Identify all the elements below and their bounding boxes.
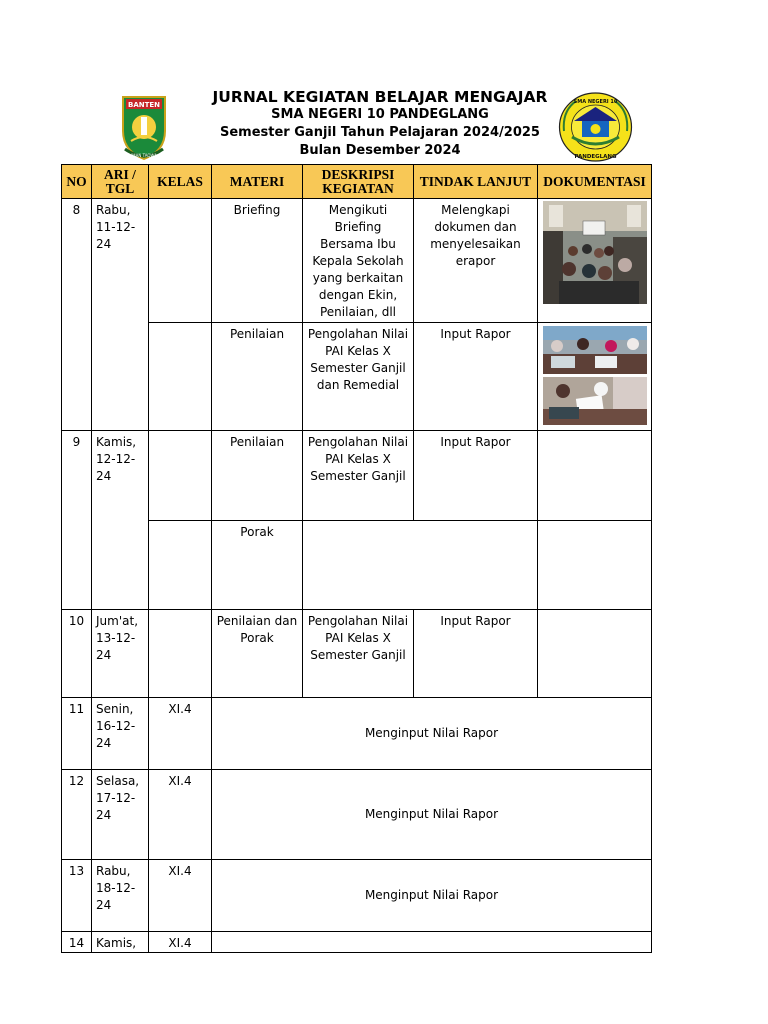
- row-kelas-cell: [149, 610, 212, 698]
- row-kelas-cell: [149, 521, 212, 610]
- row-dokumentasi-cell: [538, 521, 652, 610]
- briefing-photo: [543, 201, 647, 304]
- row-deskripsi-cell: Pengolahan Nilai PAI Kelas X Semester Ganjil dan Remedial: [303, 323, 414, 431]
- col-kelas-header: KELAS: [149, 165, 212, 199]
- col-hari-tgl-header: [92, 165, 149, 199]
- table-row: [62, 698, 652, 770]
- svg-text:PANDEGLANG: PANDEGLANG: [574, 154, 617, 160]
- row-date: 17-12-24: [96, 791, 136, 822]
- row-date-cell: [92, 199, 149, 431]
- row-kelas-cell: XI.4: [149, 932, 212, 953]
- title-block: [200, 88, 560, 160]
- row-activity-cell: Menginput Nilai Rapor: [212, 770, 652, 860]
- row-deskripsi-cell: [303, 521, 538, 610]
- row-no-cell: 14: [62, 932, 92, 953]
- row-materi-cell: Penilaian: [212, 323, 303, 431]
- row-materi-cell: Porak: [212, 521, 303, 610]
- row-no-cell: 10: [62, 610, 92, 698]
- row-date-cell: [92, 932, 149, 953]
- col-deskripsi-header: [303, 165, 414, 199]
- row-day: Kamis,: [96, 936, 137, 950]
- row-kelas-cell: [149, 199, 212, 323]
- row-date: 11-12-24: [96, 220, 136, 251]
- col-materi-header: MATERI: [212, 165, 303, 199]
- row-dokumentasi-cell: [538, 431, 652, 521]
- row-materi-cell: Penilaian dan Porak: [212, 610, 303, 698]
- row-tindak-cell: Input Rapor: [414, 610, 538, 698]
- row-day: Rabu,: [96, 203, 131, 217]
- col-no-header: NO: [62, 165, 92, 199]
- col-deskripsi-label-1: DESKRIPSI: [321, 166, 395, 182]
- col-tindak-header: TINDAK LANJUT: [414, 165, 538, 199]
- col-dokumentasi-header: DOKUMENTASI: [538, 165, 652, 199]
- journal-table: [61, 164, 652, 953]
- row-dokumentasi-cell: [538, 199, 652, 323]
- col-deskripsi-label-2: KEGIATAN: [322, 180, 394, 196]
- row-date: 13-12-24: [96, 631, 136, 662]
- school-emblem-icon: [558, 91, 633, 163]
- row-day: Jum'at,: [96, 614, 139, 628]
- row-tindak-cell: Melengkapi dokumen dan menyelesaikan erapor: [414, 199, 538, 323]
- table-row: [62, 610, 652, 698]
- row-date-cell: [92, 431, 149, 610]
- svg-text:SMA NEGERI 10: SMA NEGERI 10: [573, 99, 618, 105]
- row-date-cell: [92, 770, 149, 860]
- row-dokumentasi-cell: [538, 610, 652, 698]
- month-label: Bulan Desember 2024: [299, 143, 461, 158]
- banten-emblem-icon: [117, 93, 171, 161]
- table-row: [62, 770, 652, 860]
- table-row: [62, 199, 652, 323]
- row-kelas-cell: XI.4: [149, 698, 212, 770]
- row-tindak-cell: Input Rapor: [414, 431, 538, 521]
- row-no-cell: 11: [62, 698, 92, 770]
- row-no-cell: 8: [62, 199, 92, 431]
- table-row: [62, 431, 652, 521]
- assessment-photo-1: [543, 326, 647, 374]
- document-title: JURNAL KEGIATAN BELAJAR MENGAJAR: [212, 88, 548, 106]
- row-materi-cell: Briefing: [212, 199, 303, 323]
- svg-text:BANTEN: BANTEN: [127, 101, 161, 109]
- row-dokumentasi-cell: [538, 323, 652, 431]
- row-kelas-cell: [149, 431, 212, 521]
- row-date-cell: [92, 698, 149, 770]
- row-activity-cell: Menginput Nilai Rapor: [212, 860, 652, 932]
- row-kelas-cell: XI.4: [149, 770, 212, 860]
- row-no-cell: 12: [62, 770, 92, 860]
- col-tgl-label: TGL: [105, 180, 135, 196]
- assessment-photo-2: [543, 377, 647, 425]
- document-header: [0, 86, 768, 164]
- table-row: [62, 860, 652, 932]
- row-deskripsi-cell: Pengolahan Nilai PAI Kelas X Semester Ganjil: [303, 431, 414, 521]
- row-date: 18-12-24: [96, 881, 136, 912]
- table-row: [62, 932, 652, 953]
- semester-label: Semester Ganjil Tahun Pelajaran 2024/2025: [220, 125, 540, 140]
- row-tindak-cell: Input Rapor: [414, 323, 538, 431]
- row-kelas-cell: [149, 323, 212, 431]
- row-day: Kamis,: [96, 435, 137, 449]
- row-day: Senin,: [96, 702, 134, 716]
- row-deskripsi-cell: Mengikuti Briefing Bersama Ibu Kepala Sekolah yang berkaitan dengan Ekin, Penilaian, dll: [303, 199, 414, 323]
- row-kelas-cell: XI.4: [149, 860, 212, 932]
- row-day: Rabu,: [96, 864, 131, 878]
- col-hari-label: ARI /: [104, 166, 136, 182]
- row-date-cell: [92, 860, 149, 932]
- table-header-row: [62, 165, 652, 199]
- row-materi-cell: Penilaian: [212, 431, 303, 521]
- row-activity-cell: Menginput Nilai Rapor: [212, 698, 652, 770]
- row-no-cell: 9: [62, 431, 92, 610]
- row-date-cell: [92, 610, 149, 698]
- row-activity-cell: [212, 932, 652, 953]
- row-date: 16-12-24: [96, 719, 136, 750]
- svg-text:IMAN TAQWA: IMAN TAQWA: [130, 153, 158, 158]
- row-deskripsi-cell: Pengolahan Nilai PAI Kelas X Semester Ganjil: [303, 610, 414, 698]
- table-row: [62, 323, 652, 431]
- school-name: SMA NEGERI 10 PANDEGLANG: [271, 107, 489, 122]
- row-no-cell: 13: [62, 860, 92, 932]
- row-date: 12-12-24: [96, 452, 136, 483]
- row-day: Selasa,: [96, 774, 140, 788]
- table-row: [62, 521, 652, 610]
